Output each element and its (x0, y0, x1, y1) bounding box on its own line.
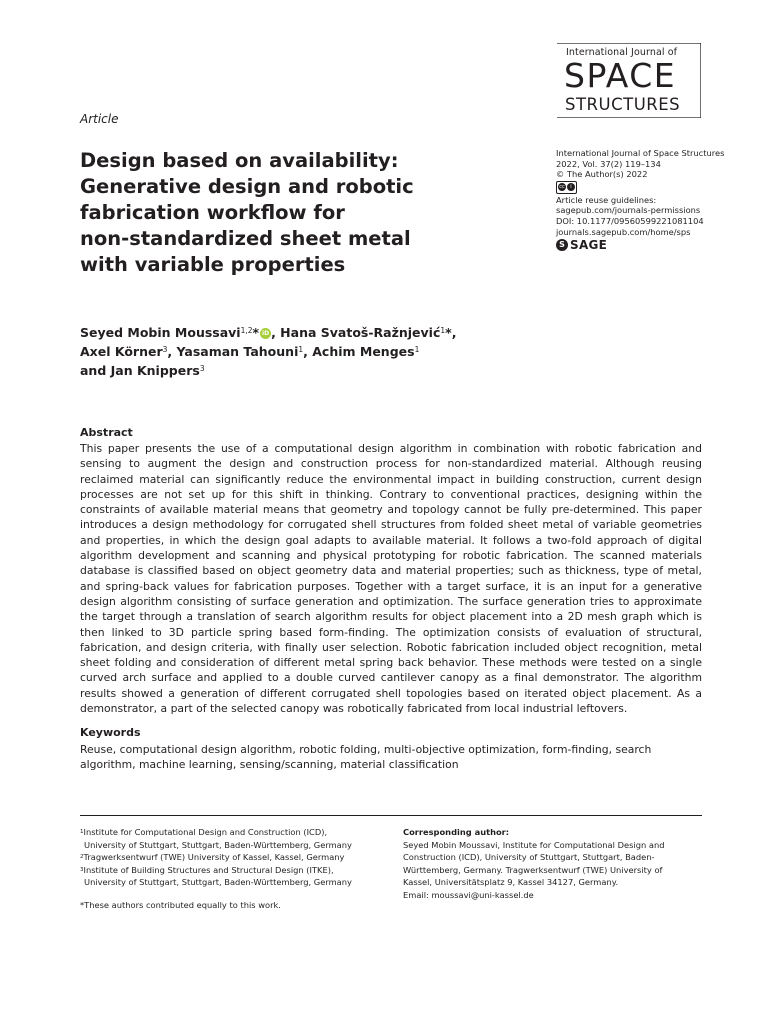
affiliation-text: Institute of Building Structures and Structural Design (ITKE), (83, 864, 334, 875)
corresponding-heading: Corresponding author: (403, 827, 510, 837)
equal-contribution-note: *These authors contributed equally to this work. (80, 899, 281, 910)
title-line: Generative design and robotic (80, 175, 414, 198)
author-line (80, 342, 550, 361)
logo-word-structures: STRUCTURES (565, 95, 681, 114)
sage-icon: S (556, 239, 568, 251)
affiliation-text: University of Stuttgart, Stuttgart, Baden-Württemberg, Germany (84, 839, 352, 850)
affiliation-sup: 1 (298, 345, 304, 354)
publisher-name: SAGE (570, 237, 608, 252)
abstract-text: This paper presents the use of a computational design algorithm in combination with robotic fabrication and sensing to augment the design and construction process for non-standardized material. Although reusing reclaimed material can significantly reduce the environmental impact in building construction, current design processes are not set up for this shift in thinking. Contrary to conventional practices, designing within the constraints of available material means that geometry and topology cannot be fully pre-determined. This paper introduces a design methodology for corrugated shell structures from folded sheet metal of variable geometries and properties, in which the design goal adapts to available material. It follows a two-fold approach of digital algorithm development and scanning and physical prototyping for robotic fabrication. The scanned materials database is classified based on object geometry data and material properties; such as thickness, type of metal, and spring-back values for fabrication purposes. Together with a target surface, it is an input for a generative design algorithm consisting of surface generation and optimization. The surface generation tries to approximate the target through a translation of search algorithm results for object placement into a 2D mesh graph which is then linked to 3D particle spring based form-finding. The optimization consists of evaluation of structural, fabrication, and design criteria, with finally user selection. Robotic fabrication included object recognition, metal sheet folding and consideration of different metal spring back behavior. These methods were tested on a single curved arch surface and applied to a double curved cantilever canopy as a final demonstrator. The algorithm results showed a generation of different corrugated shell topologies based on iterated object placement. As a demonstrator, a part of the selected canopy was robotically fabricated from local industrial leftovers. (80, 442, 702, 716)
keywords-heading: Keywords (80, 726, 141, 739)
corresponding-author (403, 826, 703, 901)
affiliation-line (80, 851, 380, 864)
affiliation-number: 1 (80, 829, 84, 835)
affiliation-line (80, 876, 380, 889)
journal-logo (557, 43, 701, 118)
author-line (80, 361, 550, 380)
doi-link[interactable]: DOI: 10.1177/09560599221081104 (556, 215, 704, 226)
affiliation-line (80, 826, 380, 839)
logo-top-line: International Journal of (566, 47, 678, 58)
footnote-divider (80, 815, 702, 816)
keywords-text: Reuse, computational design algorithm, robotic folding, multi-objective optimization, form-finding, search algorithm, machine learning, sensing/scanning, material classification (80, 743, 652, 772)
affiliations (80, 826, 380, 911)
affiliation-sup: 1 (414, 345, 420, 354)
reuse-label: Article reuse guidelines: (556, 194, 657, 205)
corresponding-line: Kassel, Universitätsplatz 9, Kassel 34127, Germany. (403, 877, 619, 887)
author-name: , Achim Menges (303, 344, 415, 359)
affiliation-sup: 3 (162, 345, 168, 354)
title-line: Design based on availability: (80, 149, 399, 172)
author-name: Seyed Mobin Moussavi (80, 325, 241, 340)
affiliation-number: 2 (80, 854, 84, 860)
title-line: fabrication workflow for (80, 201, 345, 224)
affiliation-text: Tragwerksentwurf (TWE) University of Kassel, Kassel, Germany (83, 852, 345, 862)
title-line: non-standardized sheet metal (80, 227, 411, 250)
abstract-heading: Abstract (80, 426, 133, 439)
cc-license-icon[interactable] (556, 181, 577, 194)
article-type-label: Article (80, 112, 119, 126)
affiliation-number: 3 (80, 866, 84, 873)
author-name: and Jan Knippers (80, 363, 200, 378)
affiliation-sup: 1,2 (240, 326, 253, 335)
affiliation-text: University of Stuttgart, Stuttgart, Baden-Württemberg, Germany (84, 877, 352, 887)
orcid-icon[interactable]: iD (262, 330, 270, 337)
logo-word-space: SPACE (564, 56, 677, 95)
journal-url-link[interactable]: journals.sagepub.com/home/sps (556, 226, 691, 237)
affiliation-sup: 3 (199, 364, 205, 373)
attribution-icon: i (567, 183, 575, 191)
equal-mark: * (252, 325, 260, 340)
author-name: , Yasaman Tahouni (167, 344, 299, 359)
cc-icon: cc (559, 184, 565, 191)
title-line: with variable properties (80, 253, 346, 276)
permissions-link[interactable]: sagepub.com/journals-permissions (556, 205, 701, 216)
author-name: , Hana Svatoš-Ražnjević (271, 325, 441, 340)
corresponding-email[interactable]: Email: moussavi@uni-kassel.de (403, 889, 534, 900)
affiliation-sup: 1 (440, 326, 446, 335)
affiliation-line (80, 864, 380, 877)
corresponding-line: Seyed Mobin Moussavi, Institute for Computational Design and (403, 839, 665, 850)
paper-title (80, 148, 530, 278)
corresponding-line: Construction (ICD), University of Stuttgart, Stuttgart, Baden- (403, 852, 655, 862)
journal-volume: 2022, Vol. 37(2) 119–134 (556, 158, 661, 169)
equal-mark: *, (445, 325, 457, 340)
author-line (80, 323, 550, 342)
affiliation-line (80, 839, 380, 852)
author-list (80, 323, 550, 380)
copyright-line: © The Author(s) 2022 (556, 169, 648, 180)
sage-logo (556, 239, 746, 251)
journal-metadata (556, 148, 746, 251)
corresponding-line: Württemberg, Germany. Tragwerksentwurf (TWE) University of (403, 864, 663, 875)
affiliation-text: Institute for Computational Design and Construction (ICD), (83, 827, 328, 837)
author-name: Axel Körner (80, 344, 163, 359)
journal-name: International Journal of Space Structures (556, 148, 725, 158)
